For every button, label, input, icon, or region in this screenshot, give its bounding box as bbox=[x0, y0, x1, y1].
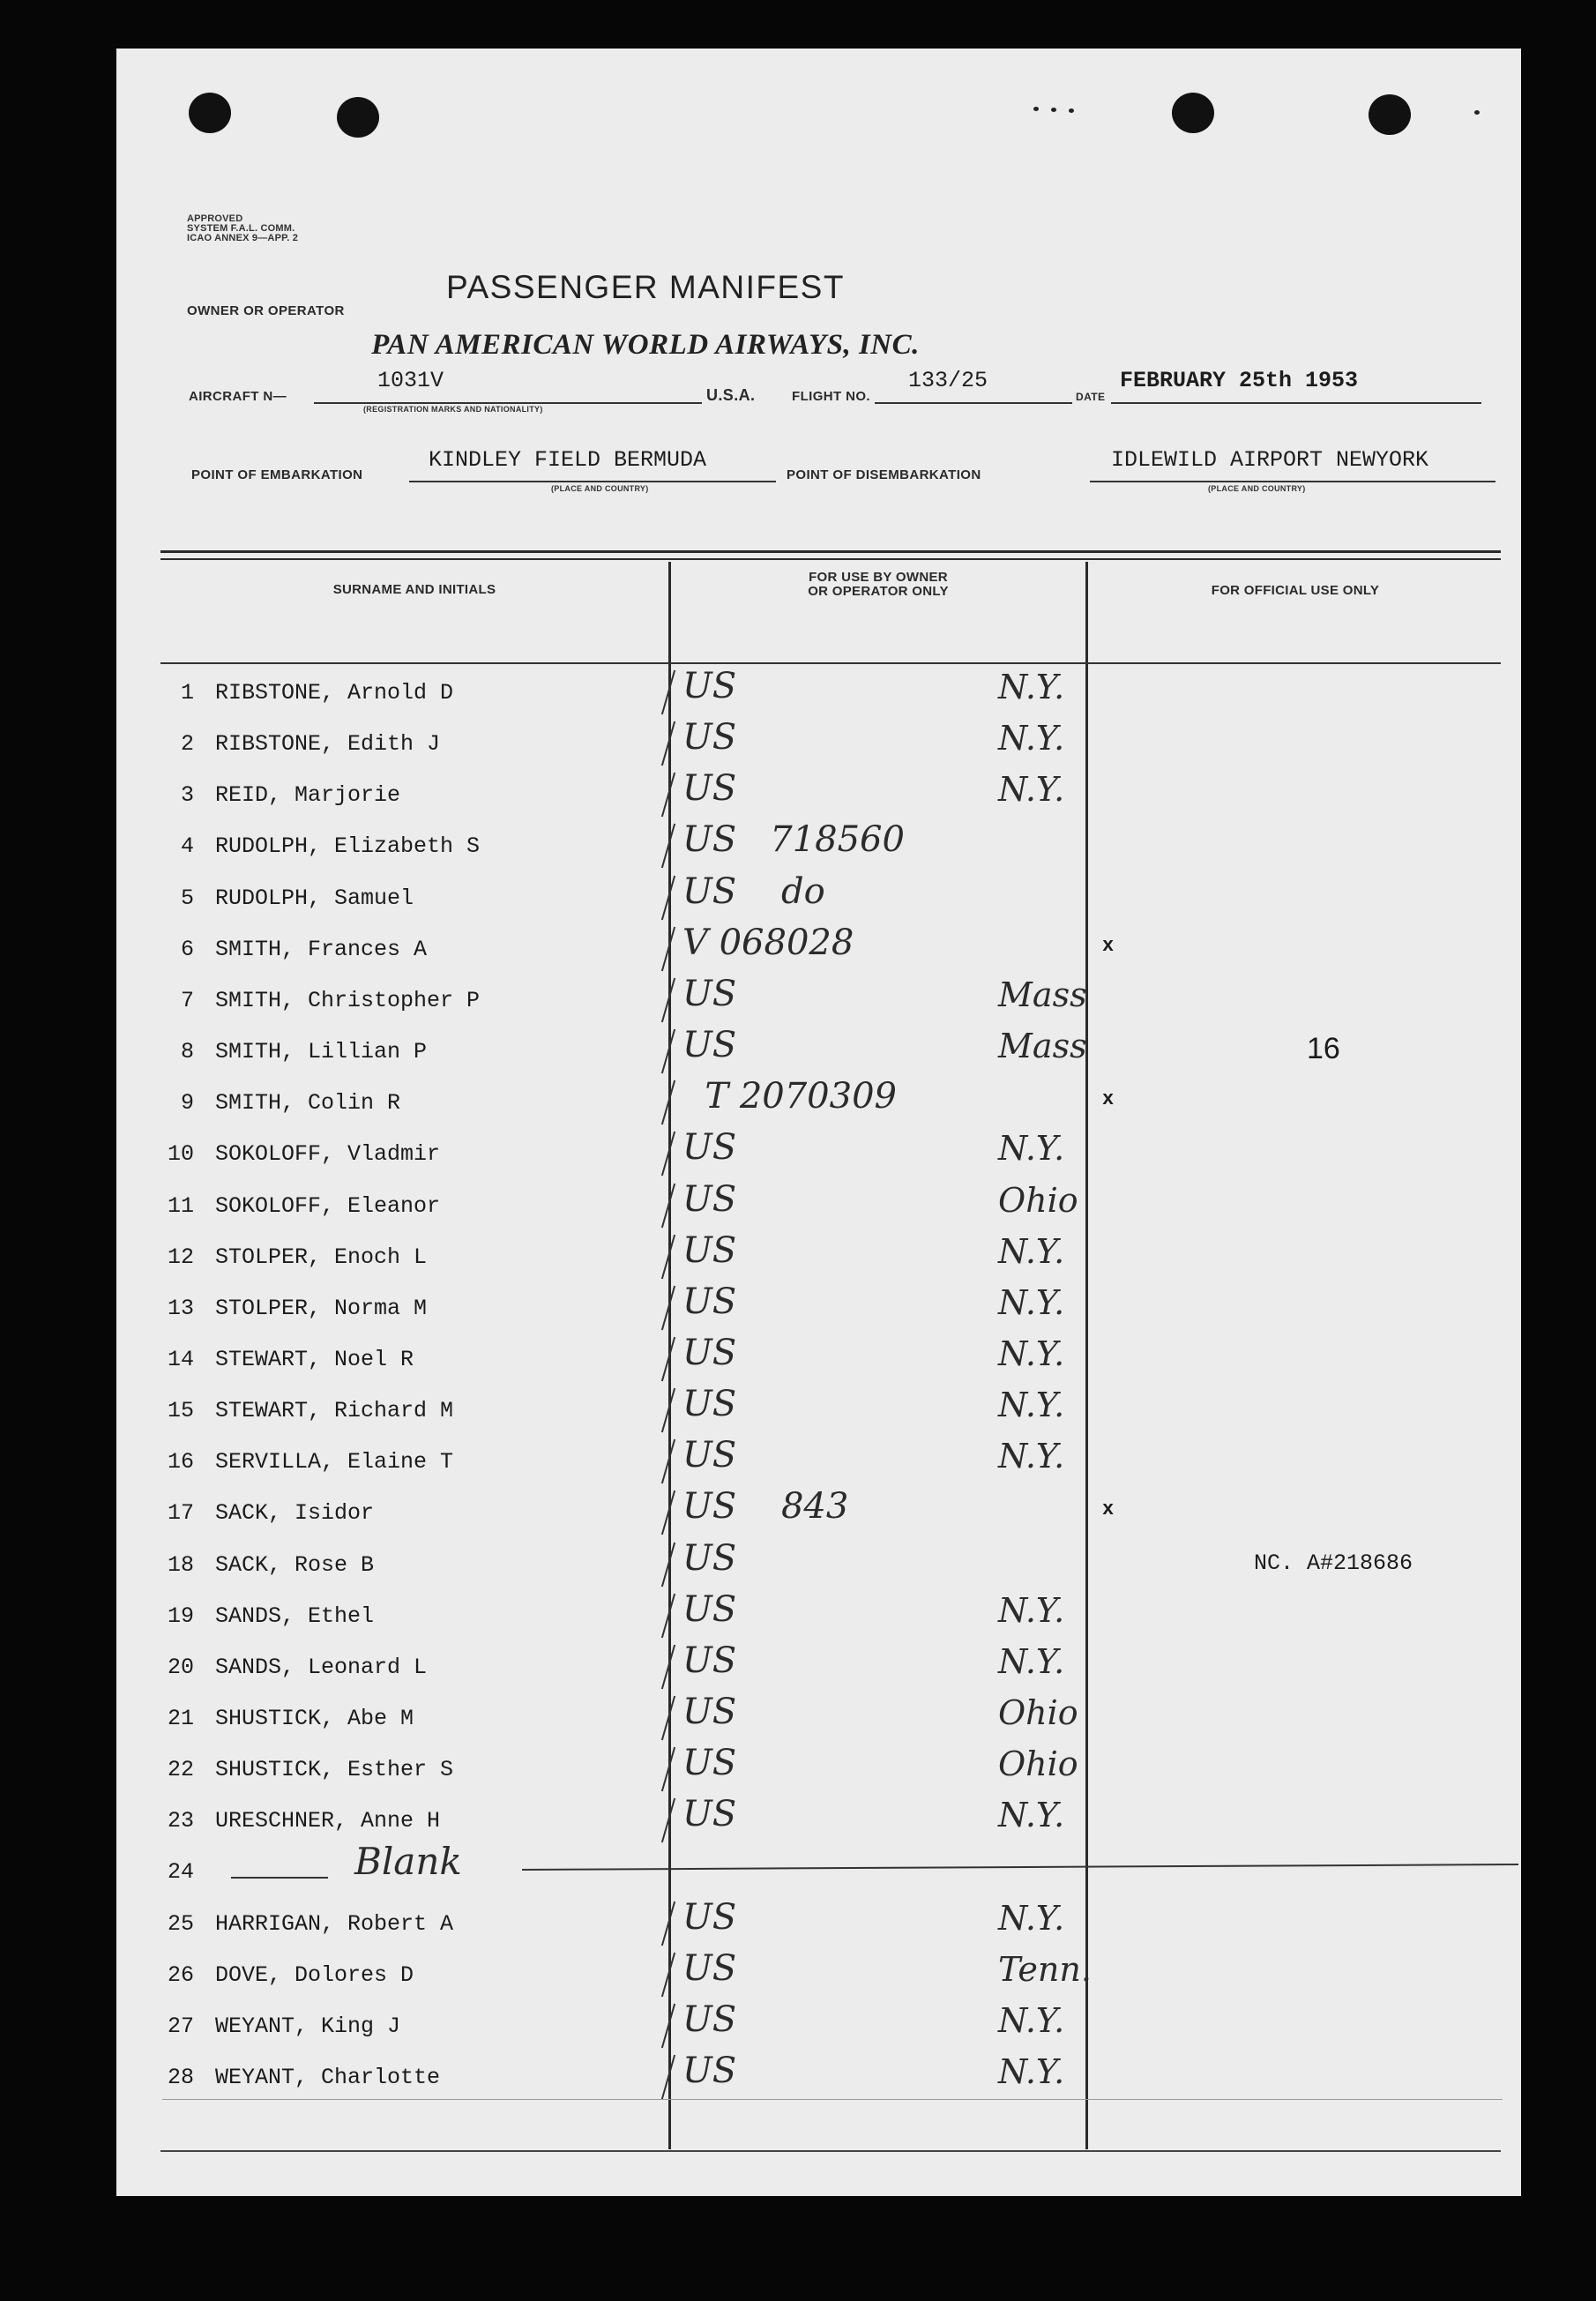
state-note: N.Y. bbox=[998, 1796, 1065, 1835]
state-note: Ohio bbox=[998, 1744, 1078, 1784]
passenger-row bbox=[116, 1127, 1521, 1175]
row-number: 12 bbox=[167, 1244, 194, 1270]
owner-note: US bbox=[682, 666, 737, 706]
passenger-row bbox=[116, 2051, 1521, 2098]
owner-note: US do bbox=[682, 870, 825, 912]
row-number: 28 bbox=[167, 2065, 194, 2091]
owner-note: US bbox=[682, 1640, 737, 1681]
row-number: 20 bbox=[167, 1654, 194, 1680]
state-note: N.Y. bbox=[998, 2052, 1065, 2092]
row-number: 21 bbox=[167, 1706, 194, 1731]
approval-line: ICAO ANNEX 9—APP. 2 bbox=[187, 233, 299, 243]
x-mark: x bbox=[1102, 1088, 1115, 1111]
passenger-name: SOKOLOFF, Eleanor bbox=[215, 1192, 441, 1219]
speck bbox=[1474, 110, 1480, 115]
row-number: 6 bbox=[180, 936, 194, 962]
blank-note: Blank bbox=[354, 1840, 462, 1884]
date-rule bbox=[1111, 402, 1481, 404]
passenger-row bbox=[116, 1384, 1521, 1431]
flight-label: FLIGHT NO. bbox=[792, 389, 870, 404]
owner-note: US bbox=[682, 1127, 737, 1169]
passenger-row bbox=[116, 1743, 1521, 1790]
punch-hole bbox=[1369, 94, 1411, 135]
state-note: N.Y. bbox=[998, 1437, 1065, 1476]
owner-note: US bbox=[682, 1896, 737, 1938]
row-number: 7 bbox=[180, 987, 194, 1013]
passenger-name: SHUSTICK, Esther S bbox=[215, 1757, 454, 1783]
row-number: 10 bbox=[167, 1141, 194, 1168]
disembark-label: POINT OF DISEMBARKATION bbox=[787, 467, 981, 482]
disembark-value: IDLEWILD AIRPORT NEWYORK bbox=[1111, 447, 1429, 473]
table-bottom-rule bbox=[160, 2150, 1501, 2152]
row-number: 24 bbox=[167, 1859, 194, 1886]
approval-line: SYSTEM F.A.L. COMM. bbox=[187, 223, 295, 234]
owner-note: US bbox=[682, 1947, 737, 1989]
company-name: PAN AMERICAN WORLD AIRWAYS, INC. bbox=[371, 329, 920, 361]
table-top-rule bbox=[160, 550, 1501, 553]
row-number: 17 bbox=[167, 1500, 194, 1527]
passenger-name: SMITH, Christopher P bbox=[215, 987, 481, 1013]
owner-note: US bbox=[682, 1025, 737, 1066]
embark-place-caption: (PLACE AND COUNTRY) bbox=[551, 484, 649, 493]
state-note: N.Y. bbox=[998, 1231, 1065, 1271]
x-mark: x bbox=[1102, 1498, 1115, 1521]
row-number: 26 bbox=[167, 1961, 194, 1988]
disembark-rule bbox=[1090, 481, 1495, 482]
row-number: 14 bbox=[167, 1346, 194, 1372]
owner-note: US bbox=[682, 1998, 737, 2040]
state-note: N.Y. bbox=[998, 1386, 1065, 1425]
state-note: Mass bbox=[998, 975, 1087, 1014]
owner-header-line: OR OPERATOR ONLY bbox=[808, 584, 949, 599]
passenger-name: SMITH, Lillian P bbox=[215, 1039, 428, 1065]
official-note: NC. A#218686 bbox=[1254, 1550, 1413, 1576]
passenger-name: RIBSTONE, Arnold D bbox=[215, 680, 454, 706]
punch-hole bbox=[1172, 93, 1214, 133]
passenger-name: URESCHNER, Anne H bbox=[215, 1808, 441, 1834]
state-note: N.Y. bbox=[998, 719, 1065, 758]
passenger-row bbox=[116, 1588, 1521, 1637]
owner-header-line: FOR USE BY OWNER bbox=[809, 570, 948, 585]
passenger-name: DOVE, Dolores D bbox=[215, 1961, 414, 1988]
owner-note: US bbox=[682, 1588, 737, 1630]
speck bbox=[1051, 108, 1056, 112]
passenger-row bbox=[116, 1640, 1521, 1688]
aircraft-label: AIRCRAFT N— bbox=[189, 389, 287, 404]
row-number: 13 bbox=[167, 1295, 194, 1321]
passenger-row bbox=[116, 1281, 1521, 1329]
passenger-row bbox=[116, 1537, 1521, 1586]
owner-note: US 718560 bbox=[682, 819, 905, 861]
row-number: 8 bbox=[180, 1039, 194, 1065]
passenger-row bbox=[116, 1896, 1521, 1945]
passenger-row bbox=[116, 973, 1521, 1021]
embark-rule bbox=[409, 481, 776, 482]
passenger-row bbox=[116, 1025, 1521, 1072]
passenger-row bbox=[116, 1998, 1521, 2047]
owner-note: US bbox=[682, 768, 737, 810]
passenger-name: RUDOLPH, Elizabeth S bbox=[215, 833, 481, 860]
row-number: 11 bbox=[167, 1192, 194, 1219]
state-note: N.Y. bbox=[998, 1641, 1065, 1681]
blank-dash bbox=[231, 1877, 328, 1879]
state-note: Mass bbox=[998, 1027, 1087, 1066]
date-value: FEBRUARY 25th 1953 bbox=[1120, 368, 1359, 393]
passenger-name: HARRIGAN, Robert A bbox=[215, 1910, 454, 1937]
passenger-name: SERVILLA, Elaine T bbox=[215, 1449, 454, 1475]
passenger-name: RUDOLPH, Samuel bbox=[215, 885, 414, 911]
owner-note: T 2070309 bbox=[682, 1076, 897, 1117]
manifest-sheet bbox=[116, 49, 1521, 2196]
row-number: 27 bbox=[167, 2013, 194, 2039]
passenger-name: STOLPER, Norma M bbox=[215, 1295, 428, 1321]
approval-block bbox=[187, 214, 298, 243]
row-number: 3 bbox=[180, 782, 194, 809]
state-note: N.Y. bbox=[998, 1282, 1065, 1322]
state-note: Ohio bbox=[998, 1180, 1078, 1220]
x-mark: x bbox=[1102, 934, 1115, 957]
owner-note: US bbox=[682, 1178, 737, 1220]
passenger-name: WEYANT, Charlotte bbox=[215, 2065, 441, 2091]
passenger-row bbox=[116, 1794, 1521, 1842]
row-number: 25 bbox=[167, 1910, 194, 1937]
passenger-name: STEWART, Richard M bbox=[215, 1398, 454, 1424]
state-note: N.Y. bbox=[998, 1898, 1065, 1938]
state-note: Ohio bbox=[998, 1693, 1078, 1732]
owner-note: US bbox=[682, 717, 737, 758]
row-number: 19 bbox=[167, 1602, 194, 1629]
passenger-name: SOKOLOFF, Vladmir bbox=[215, 1141, 441, 1168]
owner-note: US 843 bbox=[682, 1486, 849, 1528]
state-note: N.Y. bbox=[998, 668, 1065, 706]
row-number: 5 bbox=[180, 885, 194, 911]
punch-hole bbox=[337, 97, 379, 138]
owner-note: US bbox=[682, 1332, 737, 1373]
owner-note: US bbox=[682, 2051, 737, 2092]
owner-note: US bbox=[682, 1229, 737, 1271]
document-title: PASSENGER MANIFEST bbox=[446, 269, 845, 305]
flight-value: 133/25 bbox=[908, 368, 988, 393]
aircraft-value: 1031V bbox=[377, 368, 444, 393]
passenger-row bbox=[116, 1229, 1521, 1278]
state-note: N.Y. bbox=[998, 2000, 1065, 2040]
state-note: N.Y. bbox=[998, 1129, 1065, 1169]
passenger-row bbox=[116, 1435, 1521, 1483]
row-number: 16 bbox=[167, 1449, 194, 1475]
passenger-row bbox=[116, 922, 1521, 970]
passenger-row bbox=[116, 1486, 1521, 1534]
owner-note: US bbox=[682, 1384, 737, 1425]
owner-note: US bbox=[682, 1743, 737, 1784]
passenger-row bbox=[116, 1692, 1521, 1739]
passenger-name: WEYANT, King J bbox=[215, 2013, 401, 2039]
passenger-row bbox=[116, 1076, 1521, 1124]
passenger-row bbox=[116, 717, 1521, 765]
passenger-name: STEWART, Noel R bbox=[215, 1346, 414, 1372]
table-top-rule bbox=[160, 558, 1501, 560]
passenger-row bbox=[116, 768, 1521, 816]
passenger-row bbox=[116, 1840, 1521, 1893]
passenger-name: SANDS, Leonard L bbox=[215, 1654, 428, 1680]
row-number: 18 bbox=[167, 1551, 194, 1578]
row-number: 23 bbox=[167, 1808, 194, 1834]
passenger-name: SHUSTICK, Abe M bbox=[215, 1706, 414, 1731]
passenger-row bbox=[116, 1332, 1521, 1380]
empty-row-rule bbox=[162, 2099, 1503, 2100]
passenger-name: RIBSTONE, Edith J bbox=[215, 731, 441, 758]
speck bbox=[1069, 108, 1074, 113]
owner-note: US bbox=[682, 1692, 737, 1732]
state-note: Tenn. bbox=[998, 1949, 1092, 1989]
date-label: DATE bbox=[1076, 391, 1106, 403]
state-note: N.Y. bbox=[998, 770, 1065, 810]
passenger-row bbox=[116, 870, 1521, 919]
owner-note: US bbox=[682, 973, 737, 1014]
blank-strike-line bbox=[522, 1864, 1518, 1871]
registration-caption: (REGISTRATION MARKS AND NATIONALITY) bbox=[363, 405, 543, 414]
owner-note: US bbox=[682, 1537, 737, 1579]
aircraft-rule bbox=[314, 402, 702, 404]
owner-note: US bbox=[682, 1794, 737, 1835]
row-number: 15 bbox=[167, 1398, 194, 1424]
passenger-row bbox=[116, 819, 1521, 867]
owner-note: V 068028 bbox=[682, 922, 854, 963]
official-column-header: FOR OFFICIAL USE ONLY bbox=[1211, 583, 1380, 598]
passenger-row bbox=[116, 1178, 1521, 1227]
surname-column-header: SURNAME AND INITIALS bbox=[332, 582, 496, 597]
speck bbox=[1033, 107, 1039, 111]
owner-label: OWNER OR OPERATOR bbox=[187, 303, 345, 318]
embark-label: POINT OF EMBARKATION bbox=[191, 467, 363, 482]
owner-note: US bbox=[682, 1281, 737, 1322]
owner-column-header bbox=[671, 571, 1085, 599]
passenger-name: SANDS, Ethel bbox=[215, 1602, 375, 1629]
official-note: 16 bbox=[1307, 1032, 1340, 1066]
passenger-name: SMITH, Colin R bbox=[215, 1090, 401, 1117]
passenger-name: STOLPER, Enoch L bbox=[215, 1244, 428, 1270]
approval-line: APPROVED bbox=[187, 213, 243, 224]
state-note: N.Y. bbox=[998, 1334, 1065, 1373]
row-number: 9 bbox=[180, 1090, 194, 1117]
row-number: 4 bbox=[180, 833, 194, 860]
passenger-name: REID, Marjorie bbox=[215, 782, 401, 809]
header-rule bbox=[160, 662, 1501, 664]
owner-note: US bbox=[682, 1435, 737, 1476]
passenger-row bbox=[116, 666, 1521, 713]
row-number: 1 bbox=[180, 680, 194, 706]
usa-label: U.S.A. bbox=[706, 386, 756, 404]
disembark-place-caption: (PLACE AND COUNTRY) bbox=[1208, 484, 1306, 493]
passenger-row bbox=[116, 1947, 1521, 1996]
state-note: N.Y. bbox=[998, 1590, 1065, 1630]
passenger-name: SACK, Isidor bbox=[215, 1500, 375, 1527]
passenger-name: SMITH, Frances A bbox=[215, 936, 428, 962]
flight-rule bbox=[875, 402, 1072, 404]
row-number: 2 bbox=[180, 731, 194, 758]
passenger-name: SACK, Rose B bbox=[215, 1551, 375, 1578]
punch-hole bbox=[189, 93, 231, 133]
embark-value: KINDLEY FIELD BERMUDA bbox=[429, 447, 707, 473]
row-number: 22 bbox=[167, 1757, 194, 1783]
